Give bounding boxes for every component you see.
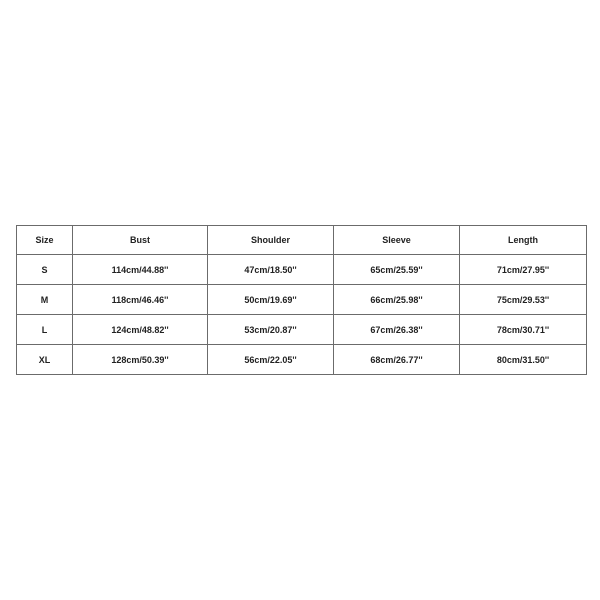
cell-bust: 118cm/46.46'': [73, 285, 208, 315]
cell-bust: 128cm/50.39'': [73, 345, 208, 375]
table-row: [17, 285, 587, 315]
cell-size: M: [17, 285, 73, 315]
cell-sleeve: 65cm/25.59'': [334, 255, 460, 285]
cell-size: L: [17, 315, 73, 345]
header-size: Size: [17, 226, 73, 255]
cell-sleeve: 66cm/25.98'': [334, 285, 460, 315]
cell-shoulder: 53cm/20.87'': [208, 315, 334, 345]
header-bust: Bust: [73, 226, 208, 255]
header-sleeve: Sleeve: [334, 226, 460, 255]
cell-bust: 114cm/44.88'': [73, 255, 208, 285]
header-shoulder: Shoulder: [208, 226, 334, 255]
cell-shoulder: 50cm/19.69'': [208, 285, 334, 315]
cell-length: 78cm/30.71'': [460, 315, 587, 345]
cell-length: 80cm/31.50'': [460, 345, 587, 375]
cell-size: S: [17, 255, 73, 285]
table-row: [17, 315, 587, 345]
cell-bust: 124cm/48.82'': [73, 315, 208, 345]
cell-shoulder: 56cm/22.05'': [208, 345, 334, 375]
cell-shoulder: 47cm/18.50'': [208, 255, 334, 285]
table-row: [17, 345, 587, 375]
cell-sleeve: 67cm/26.38'': [334, 315, 460, 345]
cell-sleeve: 68cm/26.77'': [334, 345, 460, 375]
header-length: Length: [460, 226, 587, 255]
table-header-row: [17, 226, 587, 255]
cell-length: 75cm/29.53'': [460, 285, 587, 315]
table-row: [17, 255, 587, 285]
cell-size: XL: [17, 345, 73, 375]
size-chart-table: [16, 225, 587, 375]
cell-length: 71cm/27.95'': [460, 255, 587, 285]
